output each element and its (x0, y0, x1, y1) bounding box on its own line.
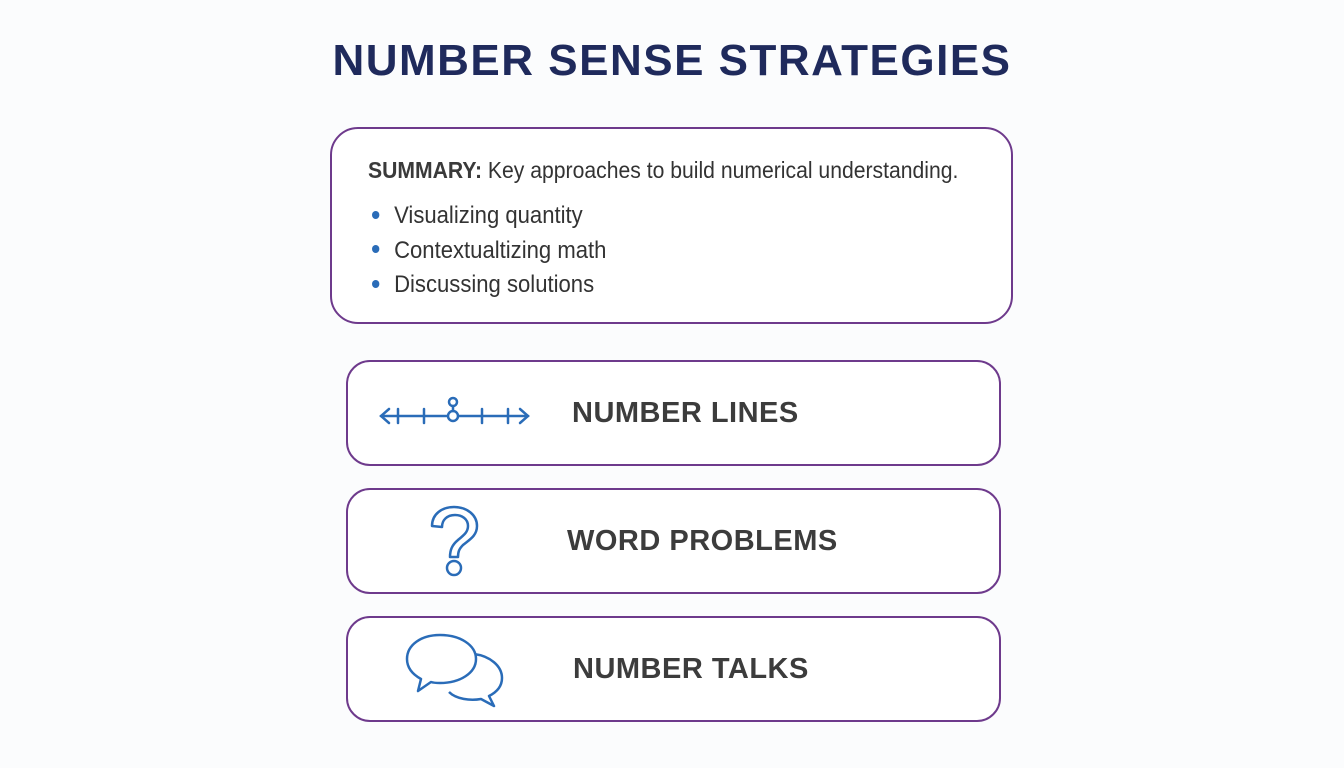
bullet-item: Discussing solutions (372, 268, 606, 303)
card-number-lines (346, 360, 1001, 466)
card-word-problems (346, 488, 1001, 594)
number-line-icon (378, 392, 533, 432)
summary-box (330, 127, 1013, 324)
summary-text: Key approaches to build numerical understanding. (482, 157, 959, 183)
summary-line (368, 157, 958, 184)
card-label: NUMBER TALKS (573, 652, 809, 685)
question-mark-icon (426, 504, 484, 580)
page-title: NUMBER SENSE STRATEGIES (332, 36, 1012, 85)
speech-bubbles-icon (404, 632, 508, 712)
summary-bullets (372, 199, 627, 303)
bullet-item: Visualizing quantity (372, 199, 606, 234)
card-number-talks (346, 616, 1001, 722)
card-label: WORD PROBLEMS (567, 524, 838, 557)
bullet-dot-icon (372, 280, 379, 288)
card-label: NUMBER LINES (572, 396, 799, 429)
summary-label: SUMMARY: (368, 157, 483, 183)
bullet-dot-icon (372, 211, 379, 219)
bullet-item: Contextualtizing math (372, 234, 606, 269)
bullet-dot-icon (372, 245, 379, 253)
